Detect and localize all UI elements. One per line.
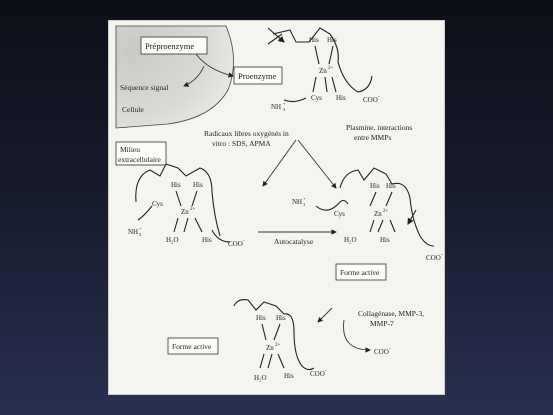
arrow-to-right-structure (298, 140, 336, 188)
structure-left (128, 164, 245, 248)
cleaving-label-2: MMP-7 (370, 319, 394, 328)
svg-text:Cys: Cys (311, 94, 322, 102)
svg-text:+: + (139, 226, 142, 231)
svg-text:3: 3 (139, 232, 142, 237)
coo-fragment: COO (374, 348, 389, 356)
svg-text:His: His (284, 372, 294, 380)
svg-text:NH: NH (292, 198, 303, 206)
svg-text:His: His (327, 36, 337, 44)
diagram-canvas (108, 20, 445, 395)
svg-text:Zn: Zn (374, 210, 382, 218)
svg-text:COO: COO (228, 240, 243, 248)
cellule-label: Cellule (122, 105, 144, 114)
svg-text:H₂O: H₂O (166, 236, 179, 244)
proenzyme-label: Proenzyme (238, 71, 277, 81)
activators-right-line2: entre MMPs (354, 133, 392, 142)
svg-text:NH: NH (271, 103, 282, 111)
coo-fragment-sup: - (389, 347, 391, 352)
sequence-signal-label: Séquence signal (120, 83, 169, 92)
forme-active-right-label: Forme active (340, 268, 380, 277)
svg-text:His: His (309, 36, 319, 44)
svg-text:+: + (303, 196, 306, 201)
svg-text:2+: 2+ (190, 207, 196, 212)
svg-text:His: His (171, 181, 181, 189)
cleavage-arrow-top (268, 28, 284, 42)
svg-text:Zn: Zn (319, 67, 327, 75)
svg-text:NH: NH (128, 228, 139, 236)
svg-text:Cys: Cys (152, 200, 163, 208)
svg-text:2+: 2+ (383, 209, 389, 214)
svg-text:-: - (378, 95, 380, 100)
activators-right-line1: Plasmine, interactions (346, 123, 413, 132)
milieu-label-1: Milieu (120, 145, 140, 154)
cleaving-label-1: Collagénase, MMP-3, (358, 309, 425, 318)
mmp-activation-figure (108, 20, 445, 395)
activators-left-line2: vitro : SDS, APMA (212, 139, 271, 148)
svg-text:H₂O: H₂O (254, 374, 267, 382)
structure-right (292, 168, 443, 262)
milieu-label-2: extracellulaire (118, 155, 161, 164)
svg-text:+: + (283, 101, 286, 106)
arrow-to-coo-fragment (344, 320, 370, 350)
svg-text:3: 3 (303, 202, 306, 207)
svg-text:Zn: Zn (181, 208, 189, 216)
forme-active-bottom-label: Forme active (172, 342, 212, 351)
svg-text:His: His (256, 314, 266, 322)
svg-text:2+: 2+ (275, 343, 281, 348)
svg-text:H₂O: H₂O (344, 236, 357, 244)
structure-top (268, 28, 380, 112)
svg-text:-: - (441, 253, 443, 258)
svg-text:His: His (380, 236, 390, 244)
svg-text:His: His (276, 314, 286, 322)
structure-bottom (234, 300, 327, 382)
svg-text:His: His (370, 182, 380, 190)
arrow-to-bottom-structure (318, 308, 332, 322)
svg-text:-: - (243, 239, 245, 244)
svg-text:-: - (325, 369, 327, 374)
svg-text:His: His (193, 181, 203, 189)
svg-text:COO: COO (310, 370, 325, 378)
preproenzyme-label: Préproenzyme (145, 41, 195, 51)
svg-text:Zn: Zn (266, 344, 274, 352)
svg-text:3: 3 (283, 107, 286, 112)
autocatalyse-label: Autocatalyse (274, 237, 314, 246)
svg-text:COO: COO (426, 254, 441, 262)
svg-text:COO: COO (363, 96, 378, 104)
svg-text:2+: 2+ (328, 66, 334, 71)
svg-text:His: His (386, 182, 396, 190)
svg-text:His: His (336, 94, 346, 102)
svg-text:His: His (202, 236, 212, 244)
svg-text:Cys: Cys (334, 210, 345, 218)
activators-left-line1: Radicaux libres oxygénés in (204, 129, 289, 138)
